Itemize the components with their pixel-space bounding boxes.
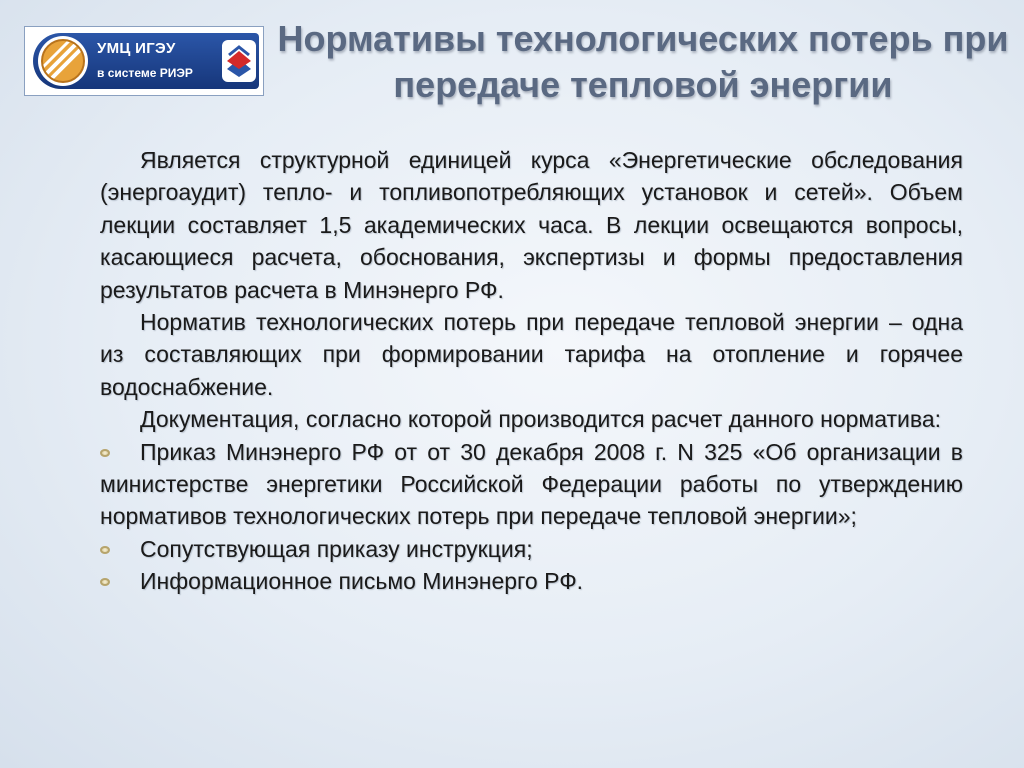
paragraph: Документация, согласно которой производится расчет данного норматива:: [140, 406, 942, 433]
list-item-text: Приказ Минэнерго РФ от от 30 декабря 2008 г. N 325 «Об организации в министерстве энергетики Российской Федерации работы по утверждению нормативов технологических потерь при передаче тепловой энергии»;: [100, 438, 963, 530]
logo-title: УМЦ ИГЭУ: [97, 40, 176, 57]
slide-title: Нормативы технологических потерь при передаче тепловой энергии: [277, 18, 1009, 105]
paragraph: Является структурной единицей курса «Энергетические обследования (энергоаудит) тепло- и топливопотребляющих установок и сетей». Объем лекции составляет 1,5 академических часа. В лекции освещаются вопросы, касающиеся расчета, обоснования, экспертизы и формы предоставления результатов расчета в Минэнерго РФ.: [100, 147, 963, 303]
logo-band: [33, 33, 259, 89]
list-item-text: Информационное письмо Минэнерго РФ.: [140, 568, 584, 595]
list-item-text: Сопутствующая приказу инструкция;: [140, 535, 533, 562]
book-badge-icon: [221, 39, 257, 83]
logo: [24, 26, 264, 96]
circle-bullet-icon: [100, 546, 110, 554]
circle-bullet-icon: [100, 449, 110, 457]
slide-body: [100, 144, 963, 598]
list-item: [100, 436, 963, 533]
list-item: [100, 565, 963, 597]
logo-subtitle: в системе РИЭР: [97, 66, 193, 80]
emblem-icon: [37, 35, 89, 87]
paragraph: Норматив технологических потерь при передаче тепловой энергии – одна из составляющих при формировании тарифа на отопление и горячее водоснабжение.: [100, 309, 963, 400]
list-item: [100, 533, 963, 565]
